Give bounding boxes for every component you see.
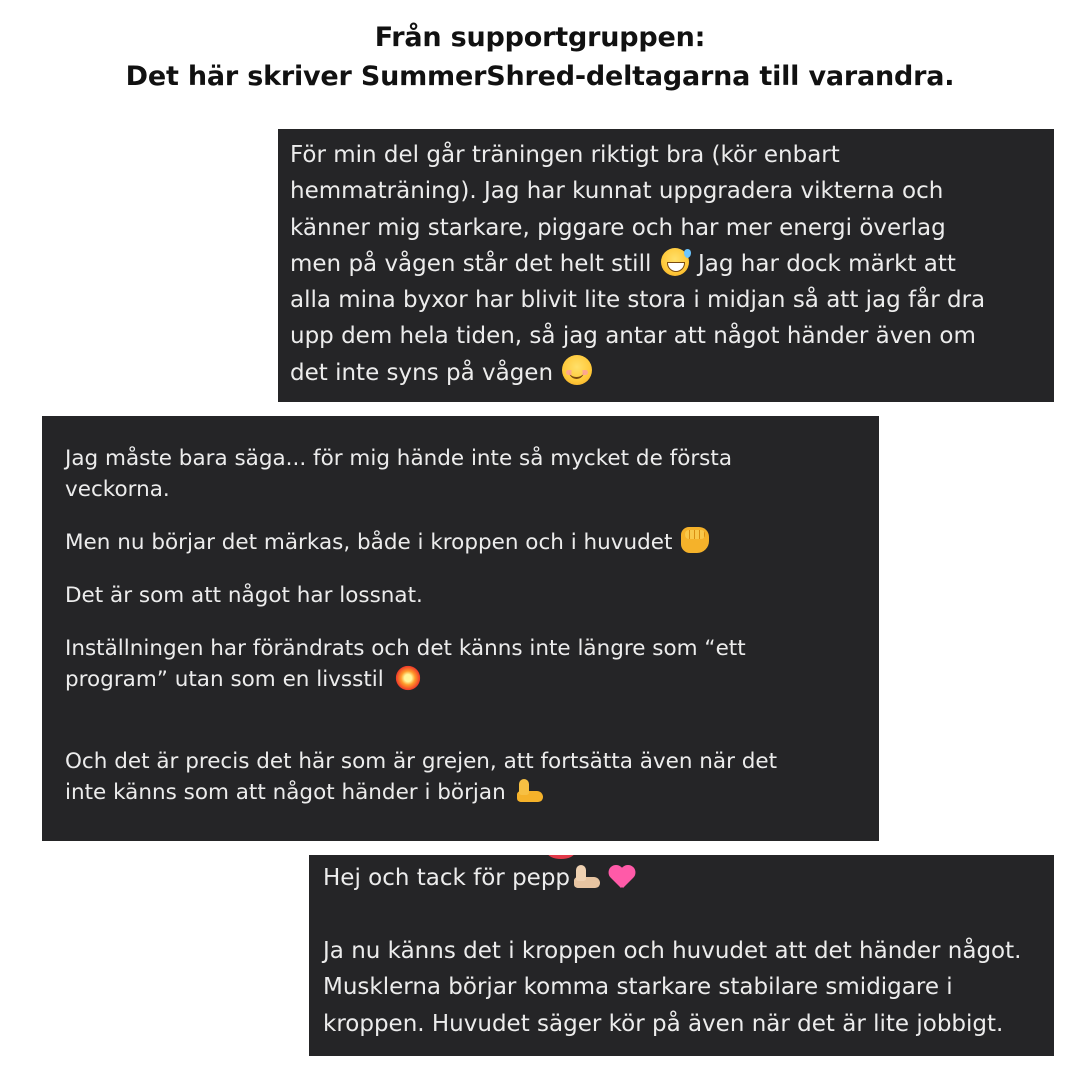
message-2-p4-line-1: Inställningen har förändrats och det känns inte längre som “ett (65, 636, 746, 661)
message-1-line-5: alla mina byxor har blivit lite stora i midjan så att jag får dra (290, 287, 986, 314)
collision-emoji-icon (393, 665, 423, 691)
message-3-line-1: Ja nu känns det i kroppen och huvudet att det händer något. (323, 937, 1022, 964)
page-title-line-1: Från supportgruppen: (374, 22, 706, 53)
message-2-p1-line-2: veckorna. (65, 477, 170, 502)
message-2-paragraph-5 (65, 746, 859, 808)
message-3-greeting-text: Hej och tack för pepp (323, 865, 571, 891)
message-2-p5-line-2 (65, 777, 859, 808)
message-2-paragraph-3: Det är som att något har lossnat. (65, 583, 423, 608)
cropped-author-name (292, 129, 326, 139)
message-3-greeting (323, 860, 1054, 897)
smiling-face-emoji-icon (562, 355, 592, 385)
message-2-p4-line-2 (65, 664, 859, 695)
page-title-line-2: Det här skriver SummerShred-deltagarna till varandra. (125, 61, 955, 92)
message-1-line-1: För min del går träningen riktigt bra (kör enbart (290, 142, 840, 168)
message-1-line-2: hemmaträning). Jag har kunnat uppgradera vikterna och (290, 178, 944, 205)
flexed-biceps-emoji-icon (515, 777, 547, 805)
message-card-2 (42, 416, 879, 841)
message-2-paragraph-2 (65, 527, 859, 558)
message-2-paragraph-1 (65, 443, 859, 505)
message-2-paragraph-4 (65, 633, 859, 695)
flexed-biceps-light-emoji-icon (572, 863, 604, 891)
message-card-3 (309, 855, 1054, 1056)
message-1-line-7-text: det inte syns på vågen (290, 359, 554, 386)
cropped-reaction-icon (547, 855, 575, 859)
pink-heart-emoji-icon (608, 864, 636, 890)
message-1-line-4-a: men på vågen står det helt still (290, 250, 652, 277)
message-2-p4-line-2-text: program” utan som en livsstil (65, 667, 384, 692)
message-card-1 (278, 129, 1054, 402)
message-1-line-6: upp dem hela tiden, så jag antar att något händer även om (290, 323, 976, 350)
message-2-p5-line-2-text: inte känns som att något händer i början (65, 780, 506, 805)
message-1-line-3: känner mig starkare, piggare och har mer energi överlag (290, 214, 946, 241)
message-3-line-3: kroppen. Huvudet säger kör på även när det är lite jobbigt. (323, 1010, 1004, 1037)
message-1-line-4 (290, 246, 1044, 282)
message-2-p1-line-1: Jag måste bara säga... för mig hände inte så mycket de första (65, 446, 732, 471)
message-1-line-7 (290, 355, 1044, 391)
message-1-line-4-b: Jag har dock märkt att (697, 250, 956, 277)
fist-bump-emoji-icon (681, 527, 709, 553)
message-2-p5-line-1: Och det är precis det här som är grejen, att fortsätta även när det (65, 749, 778, 774)
message-2-p2-text: Men nu börjar det märkas, både i kroppen och i huvudet (65, 530, 673, 555)
grinning-sweat-emoji-icon (661, 248, 689, 276)
message-3-line-2: Musklerna börjar komma starkare stabilare smidigare i (323, 974, 953, 1000)
